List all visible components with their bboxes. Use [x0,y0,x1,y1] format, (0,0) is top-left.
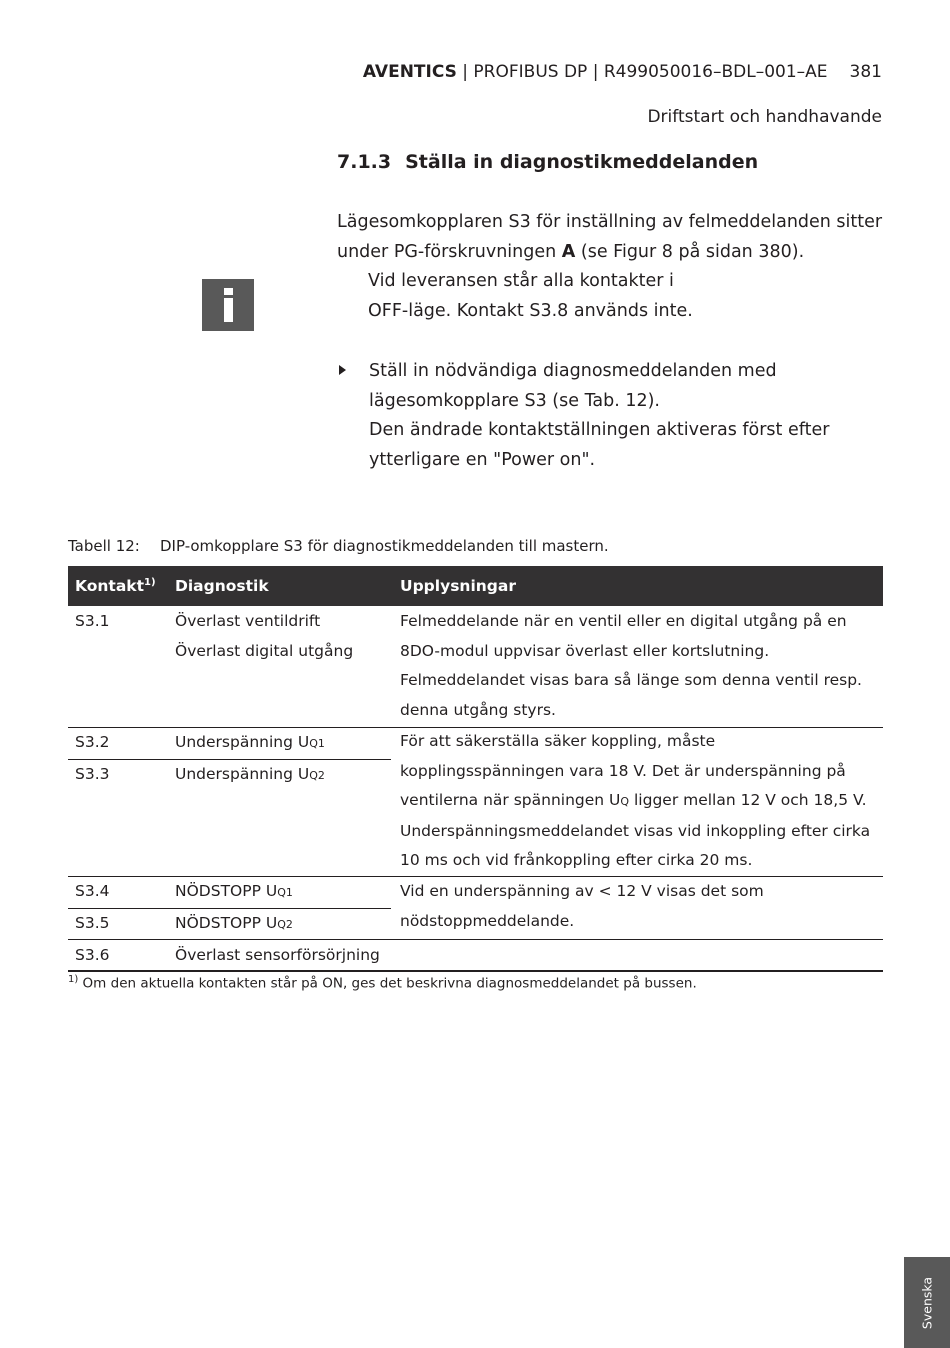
table-caption-label: Tabell 12: [68,537,140,555]
section-heading [337,151,758,173]
row-divider [68,939,883,940]
table-cell-diagnostic: Överlast ventildrift [175,612,321,630]
page-number: 381 [849,62,882,82]
language-tab [904,1257,950,1348]
document-reference: | PROFIBUS DP | R499050016–BDL–001–AE [456,62,828,82]
footnote-marker: 1) [68,974,79,985]
table-cell-diagnostic: NÖDSTOPP UQ1 [175,882,293,900]
column-header-diagnostic: Diagnostik [175,577,269,595]
table-cell-diagnostic: Överlast digital utgång [175,642,354,660]
intro-paragraph [337,208,897,267]
table-cell-info: Felmeddelande när en ventil eller en digital utgång på en 8DO-modul uppvisar överlast eller kortslutning. Felmeddelandet visas bara så länge som denna ventil resp. denna utgång styrs. [400,612,862,719]
table-footnote [68,974,697,992]
column-header-contact: Kontakt$^{1)}$ [75,577,156,596]
step-arrow-icon [339,365,346,375]
intro-bold-ref: A [561,241,576,262]
table-header [68,566,883,606]
info-icon [202,279,254,331]
table-cell-info: För att säkerställa säker koppling, måste kopplingsspänningen vara 18 V. Det är underspänning på ventilerna när spänningen UQ ligger mellan 12 V och 18,5 V. Underspänningsmeddelandet visas vid inkoppling efter cirka 10 ms och vid frånkoppling efter cirka 20 ms. [400,732,871,869]
table-cell-contact: S3.6 [75,946,110,964]
section-title: Ställa in diagnostikmeddelanden [405,151,759,173]
step-result: Den ändrade kontaktställningen aktiveras först efter ytterligare en "Power on". [369,420,830,470]
table-cell-diagnostic: Underspänning UQ1 [175,733,325,751]
step-instruction: Ställ in nödvändiga diagnosmeddelanden med lägesomkopplare S3 (se Tab. 12). [369,361,777,411]
table-cell-contact: S3.5 [75,914,110,932]
instruction-step [369,357,869,475]
chapter-title: Driftstart och handhavande [647,107,882,127]
intro-text: Lägesomkopplaren S3 för inställning av felmeddelanden sitter under PG-förskruvningen [337,212,883,262]
table-cell-contact: S3.4 [75,882,110,900]
brand-name: AVENTICS [362,62,457,82]
language-tab-label: Svenska [919,1276,935,1329]
footnote-marker: 1) [144,577,156,588]
table-cell-contact: S3.1 [75,612,110,630]
row-divider [68,759,391,760]
table-cell-diagnostic: NÖDSTOPP UQ2 [175,914,293,932]
info-note: Vid leveransen står alla kontakter i OFF-läge. Kontakt S3.8 används inte. [368,271,693,321]
footnote-text: Om den aktuella kontakten står på ON, ges det beskrivna diagnosmeddelandet på bussen. [78,975,697,992]
running-header [363,62,882,82]
row-divider [68,908,391,909]
table-cell-diagnostic: Underspänning UQ2 [175,765,325,783]
table-cell-diagnostic: Överlast sensorförsörjning [175,946,380,964]
table-cell-contact: S3.2 [75,733,110,751]
table-cell-info: Vid en underspänning av < 12 V visas det som nödstoppmeddelande. [400,882,764,930]
table-bottom-rule [68,970,883,972]
intro-text-end: (se Figur 8 på sidan 380). [575,241,805,262]
table-caption [68,537,609,555]
table-cell-contact: S3.3 [75,765,110,783]
table-caption-text: DIP-omkopplare S3 för diagnostikmeddelanden till mastern. [160,537,609,555]
section-number: 7.1.3 [337,151,392,173]
column-header-info: Upplysningar [400,577,517,595]
